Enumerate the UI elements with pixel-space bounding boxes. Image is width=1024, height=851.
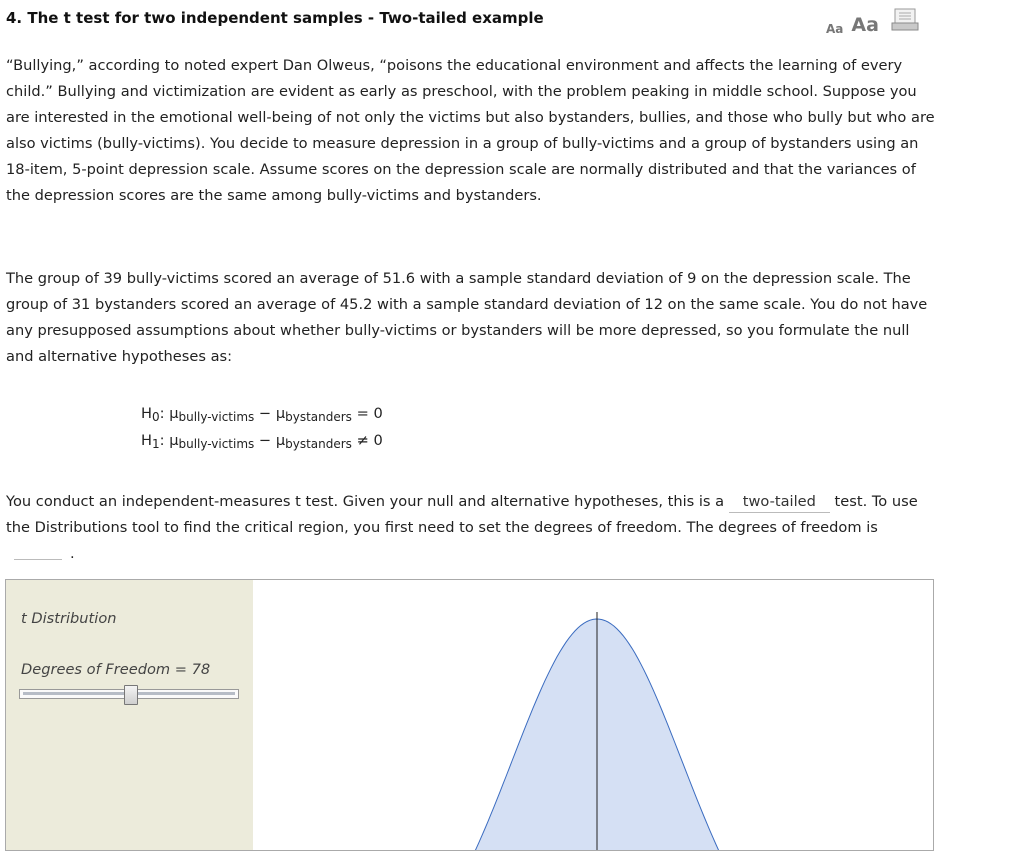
print-icon[interactable]: [891, 8, 919, 36]
panel-title: t Distribution: [21, 610, 117, 627]
tool-control-panel: [6, 580, 253, 850]
distribution-area: [254, 619, 932, 850]
font-increase-button[interactable]: Aa: [851, 14, 879, 36]
data-paragraph: The group of 39 bully-victims scored an average of 51.6 with a sample standard deviation of 9 on the depression scale. The group of 31 bystanders scored an average of 45.2 with a sample standard deviation of 12 on the same scale. You do not have any presupposed assumptions about whether bully-victims or bystanders will be more depressed, so you formulate the null and alternative hypotheses as:: [6, 270, 928, 365]
distributions-tool: [5, 579, 934, 851]
null-hypothesis: $H_0$: $\mu_{bully-victims} - \mu_{bystanders} = 0$: [141, 405, 383, 424]
tails-dropdown[interactable]: two-tailed: [729, 492, 830, 513]
intro-paragraph: “Bullying,” according to noted expert Dan Olweus, “poisons the educational environment and affects the learning of every child.” Bullying and victimization are evident as early as preschool, with the problem peaking in middle school. Suppose you are interested in the emotional well-being of not only the victims but also bystanders, bullies, and those who bully but who are also victims (bully-victims). You decide to measure depression in a group of bully-victims and a group of bystanders using an 18-item, 5-point depression scale. Assume scores on the depression scale are normally distributed and that the variances of the depression scores are the same among bully-victims and bystanders.: [6, 57, 935, 204]
t-distribution-plot: [254, 580, 932, 850]
degrees-of-freedom-label: Degrees of Freedom = 78: [21, 661, 211, 678]
slider-thumb[interactable]: [124, 685, 138, 705]
font-decrease-button[interactable]: Aa: [826, 22, 844, 36]
question-title: 4. The t test for two independent samples - Two-tailed example: [6, 9, 544, 27]
prompt-paragraph: You conduct an independent-measures t test. Given your null and alternative hypotheses, this is a two-tailed test. To use the Distributions tool to find the critical region, you first need to set the degrees of freedom. The degrees of freedom is .: [6, 493, 918, 562]
degrees-of-freedom-dropdown[interactable]: [14, 543, 62, 560]
alternative-hypothesis: $H_1$: $\mu_{bully-victims} - \mu_{bystanders} \ne 0$: [141, 432, 383, 451]
font-size-tools: [826, 8, 919, 36]
